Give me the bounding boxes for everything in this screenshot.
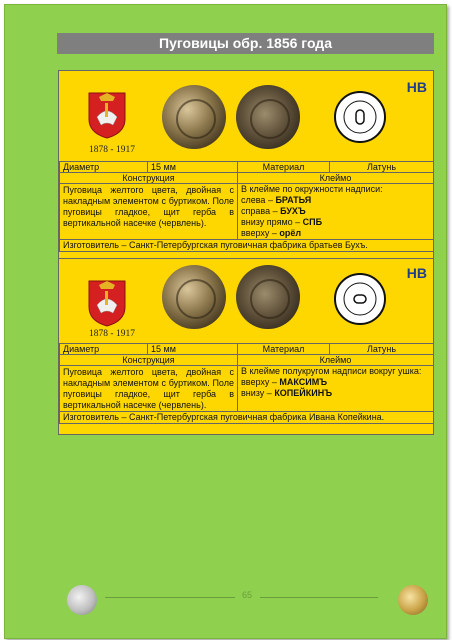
page-title: Пуговицы обр. 1856 года [57, 33, 434, 54]
grade-label: НВ [406, 265, 427, 281]
stamp-line: В клейме по окружности надписи: [241, 184, 383, 194]
button-card [58, 70, 434, 259]
button-card [58, 258, 434, 435]
stamp-line: В клейме полукругом надписи вокруг ушка: [241, 366, 422, 376]
page-number: 65 [241, 590, 252, 600]
material-label: Материал [238, 344, 330, 355]
construction-label: Конструкция [60, 173, 238, 184]
material-value: Латунь [330, 162, 434, 173]
stamp-line: вверху – орёл [241, 228, 302, 238]
page [4, 4, 447, 639]
grade-label: НВ [406, 79, 427, 95]
stamp-bratya-buh-icon [334, 91, 386, 143]
construction-label: Конструкция [60, 355, 238, 366]
stamp-line: справа – БУХЪ [241, 206, 306, 216]
stamp-maksim-kopeikin-icon [334, 273, 386, 325]
material-label: Материал [238, 162, 330, 173]
button-front-image [162, 85, 226, 149]
footer-divider [105, 597, 235, 598]
monogram-seal-icon [398, 585, 428, 615]
specs-table [59, 343, 434, 424]
button-back-image [236, 85, 300, 149]
coat-of-arms-icon [87, 91, 127, 139]
diameter-label: Диаметр [60, 344, 148, 355]
stamp-line: внизу прямо – СПБ [241, 217, 323, 227]
stamp-line: вверху – МАКСИМЪ [241, 377, 328, 387]
stamp-line: внизу – КОПЕЙКИНЪ [241, 388, 333, 398]
card-images [59, 71, 433, 161]
diameter-value: 15 мм [148, 162, 238, 173]
button-back-image [236, 265, 300, 329]
material-value: Латунь [330, 344, 434, 355]
diameter-value: 15 мм [148, 344, 238, 355]
button-front-image [162, 265, 226, 329]
stamp-label: Клеймо [238, 355, 434, 366]
eagle-seal-icon [67, 585, 97, 615]
construction-text: Пуговица желтого цвета, двойная с накладным элементом с буртиком. Поле пуговицы гладкое, щит герба в вертикальной насечке (червлень). [60, 366, 238, 412]
maker-text: Изготовитель – Санкт-Петербургская пуговичная фабрика братьев Бухъ. [60, 240, 434, 252]
stamp-label: Клеймо [238, 173, 434, 184]
specs-table [59, 161, 434, 252]
coat-of-arms-icon [87, 279, 127, 327]
period-label: 1878 - 1917 [89, 329, 135, 339]
footer-divider [260, 597, 378, 598]
diameter-label: Диаметр [60, 162, 148, 173]
stamp-description [238, 184, 434, 240]
card-images [59, 259, 433, 343]
stamp-description [238, 366, 434, 412]
construction-text: Пуговица желтого цвета, двойная с накладным элементом с буртиком. Поле пуговицы гладкое, щит герба в вертикальной насечке (червлень). [60, 184, 238, 240]
stamp-line: слева – БРАТЬЯ [241, 195, 312, 205]
maker-text: Изготовитель – Санкт-Петербургская пуговичная фабрика Ивана Копейкина. [60, 412, 434, 424]
period-label: 1878 - 1917 [89, 145, 135, 155]
